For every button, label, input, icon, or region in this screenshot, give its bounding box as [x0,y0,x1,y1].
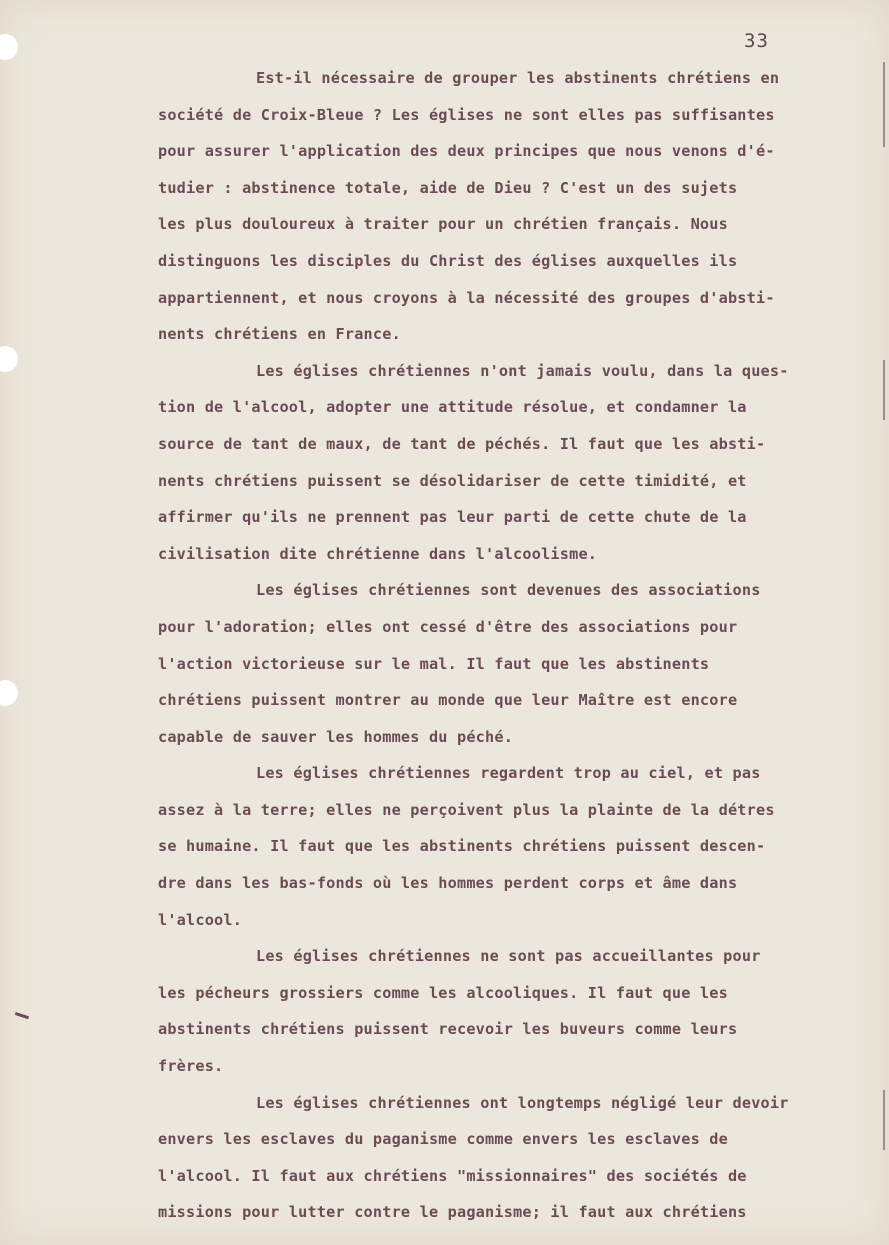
margin-line [883,1090,885,1150]
text-line: affirmer qu'ils ne prennent pas leur parti de cette chute de la [158,508,747,527]
text-line: l'alcool. [158,910,243,929]
text-line: appartiennent, et nous croyons à la nécessité des groupes d'absti- [158,288,775,307]
text-line: frères. [158,1057,224,1076]
punch-hole [0,34,18,60]
text-line: missions pour lutter contre le paganisme; il faut aux chrétiens [158,1203,747,1222]
text-line: tion de l'alcool, adopter une attitude résolue, et condamner la [158,398,747,417]
text-line: Les églises chrétiennes sont devenues des associations [256,581,761,600]
text-line: tudier : abstinence totale, aide de Dieu ? C'est un des sujets [158,178,738,197]
text-line: Les églises chrétiennes regardent trop au ciel, et pas [256,764,761,783]
text-line: abstinents chrétiens puissent recevoir les buveurs comme leurs [158,1020,738,1039]
page-number: 33 [744,30,769,52]
text-line: civilisation dite chrétienne dans l'alcoolisme. [158,544,598,563]
text-line: Les églises chrétiennes ont longtemps négligé leur devoir [256,1093,789,1112]
text-line: pour assurer l'application des deux principes que nous venons d'é- [158,142,775,161]
text-line: capable de sauver les hommes du péché. [158,727,514,746]
text-line: pour l'adoration; elles ont cessé d'être des associations pour [158,617,738,636]
body-text [158,60,883,1231]
margin-line [883,360,885,420]
text-line: Les églises chrétiennes n'ont jamais voulu, dans la ques- [256,361,789,380]
text-line: chrétiens puissent montrer au monde que leur Maître est encore [158,691,738,710]
text-line: l'action victorieuse sur le mal. Il faut que les abstinents [158,654,710,673]
text-line: nents chrétiens puissent se désolidariser de cette timidité, et [158,471,747,490]
text-line: l'alcool. Il faut aux chrétiens "missionnaires" des sociétés de [158,1166,747,1185]
text-line: assez à la terre; elles ne perçoivent plus la plainte de la détres [158,800,775,819]
text-line: les pécheurs grossiers comme les alcooliques. Il faut que les [158,983,728,1002]
margin-tick-mark [13,1012,29,1025]
text-line: dre dans les bas-fonds où les hommes perdent corps et âme dans [158,874,738,893]
text-line: les plus douloureux à traiter pour un chrétien français. Nous [158,215,728,234]
punch-hole [0,346,18,372]
text-line: source de tant de maux, de tant de péchés. Il faut que les absti- [158,434,766,453]
margin-line [883,62,885,147]
punch-hole [0,680,18,706]
text-line: envers les esclaves du paganisme comme envers les esclaves de [158,1130,728,1149]
text-line: société de Croix-Bleue ? Les églises ne sont elles pas suffisantes [158,105,775,124]
text-line: nents chrétiens en France. [158,325,401,344]
text-line: se humaine. Il faut que les abstinents chrétiens puissent descen- [158,837,766,856]
text-line: Les églises chrétiennes ne sont pas accueillantes pour [256,947,761,966]
text-line: Est-il nécessaire de grouper les abstinents chrétiens en [256,69,780,87]
text-line: distinguons les disciples du Christ des églises auxquelles ils [158,251,738,270]
